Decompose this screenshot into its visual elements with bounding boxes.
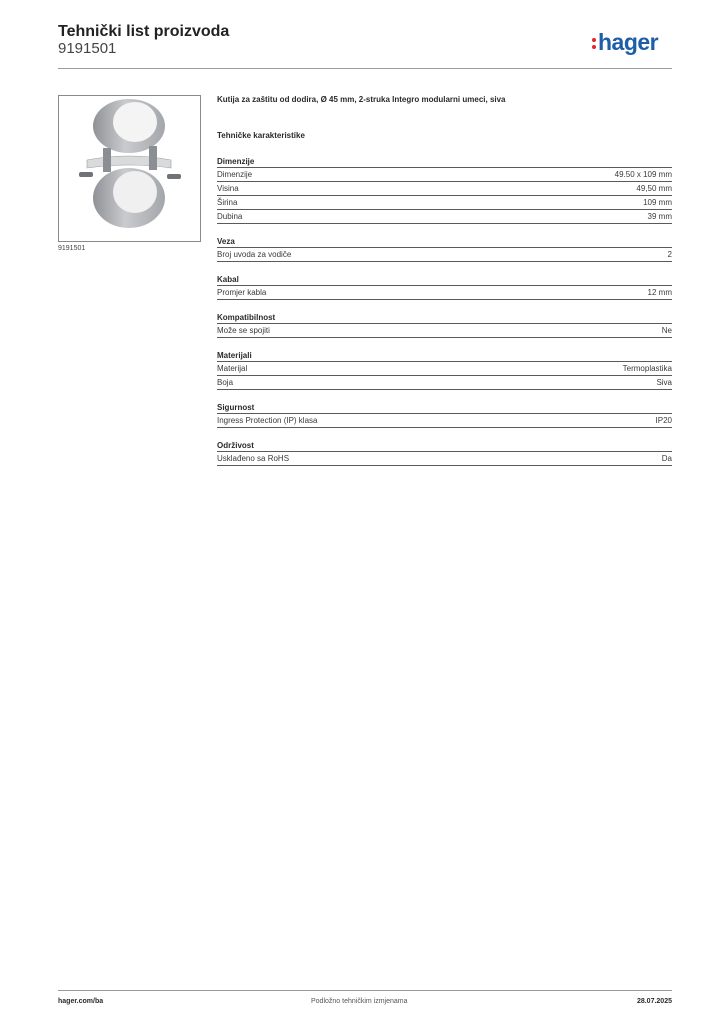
spec-value: IP20 bbox=[655, 415, 672, 425]
spec-row bbox=[217, 413, 672, 428]
page-title: Tehnički list proizvoda bbox=[58, 23, 230, 40]
spec-value: 39 mm bbox=[647, 211, 672, 221]
spec-label: Usklađeno sa RoHS bbox=[217, 453, 290, 463]
spec-label: Dubina bbox=[217, 211, 243, 221]
spec-row bbox=[217, 209, 672, 224]
section-heading: Materijali bbox=[217, 351, 252, 360]
spec-value: 109 mm bbox=[643, 197, 672, 207]
spec-label: Ingress Protection (IP) klasa bbox=[217, 415, 318, 425]
footer-website-link[interactable]: hager.com/ba bbox=[58, 998, 104, 1005]
section-heading: Veza bbox=[217, 237, 235, 246]
spec-section-kabal bbox=[217, 274, 672, 300]
footer-divider bbox=[58, 990, 672, 991]
spec-value: Da bbox=[661, 453, 672, 463]
spec-label: Visina bbox=[217, 183, 239, 193]
specs-table bbox=[217, 156, 672, 478]
spec-section-odrzivost bbox=[217, 440, 672, 466]
spec-row bbox=[217, 361, 672, 375]
product-code: 9191501 bbox=[58, 40, 117, 57]
image-caption: 9191501 bbox=[58, 245, 86, 252]
spec-section-materijali bbox=[217, 350, 672, 390]
spec-label: Može se spojiti bbox=[217, 325, 270, 335]
header-divider bbox=[58, 68, 672, 69]
spec-label: Dimenzije bbox=[217, 169, 253, 179]
product-description: Kutija za zaštitu od dodira, Ø 45 mm, 2-struka Integro modularni umeci, siva bbox=[217, 95, 506, 104]
spec-row bbox=[217, 181, 672, 195]
spec-value: Ne bbox=[661, 325, 672, 335]
logo-colon-icon bbox=[592, 36, 597, 50]
footer-note: Podložno tehničkim izmjenama bbox=[311, 998, 408, 1005]
spec-value: 12 mm bbox=[647, 287, 672, 297]
section-heading: Održivost bbox=[217, 441, 254, 450]
spec-label: Broj uvoda za vodiče bbox=[217, 249, 292, 259]
spec-section-veza bbox=[217, 236, 672, 262]
section-heading: Kompatibilnost bbox=[217, 313, 276, 322]
spec-value: Termoplastika bbox=[622, 363, 672, 373]
section-heading: Dimenzije bbox=[217, 157, 255, 166]
spec-row bbox=[217, 375, 672, 390]
spec-section-dimenzije bbox=[217, 156, 672, 224]
spec-row bbox=[217, 451, 672, 466]
spec-row bbox=[217, 195, 672, 209]
spec-value: 49.50 x 109 mm bbox=[614, 169, 672, 179]
spec-row bbox=[217, 247, 672, 262]
product-image bbox=[58, 95, 201, 242]
spec-value: 2 bbox=[667, 249, 672, 259]
specs-title: Tehničke karakteristike bbox=[217, 131, 305, 140]
logo-text: hager bbox=[598, 29, 659, 55]
spec-row bbox=[217, 323, 672, 338]
hager-logo[interactable] bbox=[592, 30, 658, 54]
spec-section-kompatibilnost bbox=[217, 312, 672, 338]
spec-value: Siva bbox=[656, 377, 672, 387]
spec-label: Boja bbox=[217, 377, 234, 387]
spec-label: Promjer kabla bbox=[217, 287, 267, 297]
spec-section-sigurnost bbox=[217, 402, 672, 428]
footer-date: 28.07.2025 bbox=[636, 998, 672, 1005]
spec-label: Materijal bbox=[217, 363, 248, 373]
section-heading: Kabal bbox=[217, 275, 239, 284]
spec-row bbox=[217, 285, 672, 300]
spec-row bbox=[217, 167, 672, 181]
spec-label: Širina bbox=[217, 197, 238, 207]
spec-value: 49,50 mm bbox=[636, 183, 672, 193]
section-heading: Sigurnost bbox=[217, 403, 255, 412]
